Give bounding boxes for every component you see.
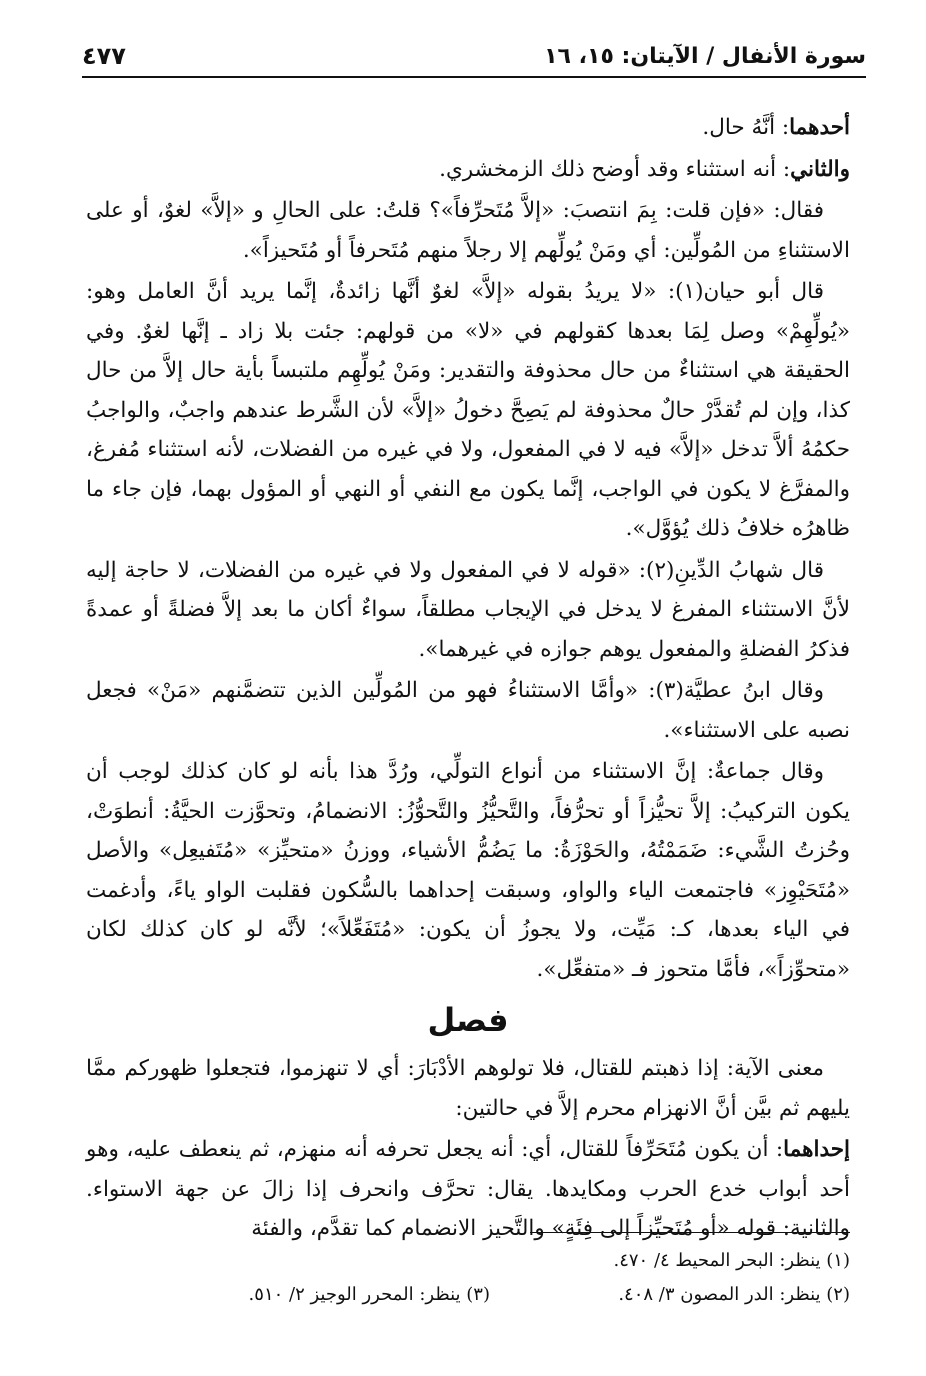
paragraph-lead: والثاني xyxy=(790,156,850,182)
paragraph xyxy=(86,1130,850,1249)
paragraph-text: معنى الآية: إذا ذهبتم للقتال، فلا تولوهم الأدْبَارَ: أي لا تنهزموا، فتجعلوا ظهوركم ممَّا يليهم ثم بيَّن أنَّ الانهزام محرم إلاَّ في حالتين: xyxy=(86,1056,850,1121)
running-header xyxy=(82,36,866,78)
paragraph-text: : أنه استثناء وقد أوضح ذلك الزمخشري. xyxy=(439,156,791,182)
paragraph xyxy=(86,150,850,190)
paragraph-text: : أن يكون مُتَحَرِّفاً للقتال، أي: أنه يجعل تحرفه أنه منهزم، ثم ينعطف عليه، وهو أحد أبواب خدع الحرب ومكايدها. يقال: تحرَّف وانحرف إذا زالَ عن جهة الاستواء. والثانية: قوله «أو مُتَحيِّزاً إلى فِئَةٍ» والتَّحيز الانضمام كما تقدَّم، والفئة xyxy=(86,1137,850,1241)
footnote-1: (١) ينظر: البحر المحيط ٤/ ٤٧٠. xyxy=(613,1250,850,1271)
paragraph-text: قال أبو حيان(١): «لا يريدُ بقوله «إلاَّ» لغوٌ أنَّها زائدةٌ، إنَّما يريد أنَّ العامل وهو: «يُولِّهِمْ» وصل لِمَا بعدها كقولهم في «لا» من قولهم: جئت بلا زاد ـ إنَّها لغوٌ. وفي الحقيقة هي استثناءٌ من حال محذوفة والتقدير: ومَنْ يُولِّهِم ملتبساً بأية حال إلاَّ من حال كذا، وإن لم تُقدَّرْ حالٌ محذوفة لم يَصِحَّ دخولُ «إلاَّ» لأن الشَّرط عندهم واجبٌ، والواجبُ حكمُهُ ألاَّ تدخل «إلاَّ» فيه لا في المفعول، ولا في غيره من الفضلات، لأنه استثناء مُفرغ، والمفرَّغ لا يكون في الواجب، إنَّما يكون مع النفي أو النهي أو المؤول بهما، فإن جاء ما ظاهرُه خلافُ ذلك يُؤوَّل». xyxy=(86,279,850,541)
paragraph xyxy=(86,671,850,750)
paragraph xyxy=(86,1049,850,1128)
footnote-3: (٣) ينظر: المحرر الوجيز ٢/ ٥١٠. xyxy=(248,1284,490,1305)
paragraph-lead: إحداهما xyxy=(783,1137,850,1162)
paragraph xyxy=(86,191,850,270)
paragraph-lead: أحدهما xyxy=(789,115,850,140)
main-text xyxy=(86,108,850,1251)
paragraph-text: وقال جماعةٌ: إنَّ الاستثناء من أنواع التولِّي، ورُدَّ هذا بأنه لو كان كذلك لوجب أن يكون التركيبُ: إلاَّ تحيُّزاً أو تحرُّفاً، والتَّحيُّزُ والتَّحوُّزُ: الانضمامُ، وتحوَّزت الحيَّةُ: أنطوَتْ، وحُزتُ الشَّيء: ضَمَمْتُهُ، والحَوْزَةُ: ما يَضُمُّ الأشياء، ووزنُ «متحيِّز» «مُتَفيعِل» والأصل «مُتَحَيْوِز» فاجتمعت الياء والواو، وسبقت إحداهما بالسُّكون فقلبت الواو ياءً، وأدغمت في الياء بعدها، كـ: مَيِّت، ولا يجوزُ أن يكون: «مُتَفَعِّلاً»؛ لأنَّه لو كان كذلك لكان «متحوِّزاً»، فأمَّا متحوز فـ «متفعِّل». xyxy=(86,759,850,982)
footnote-row xyxy=(86,1244,850,1278)
surah-title: سورة الأنفال / الآيتان: ١٥، ١٦ xyxy=(544,43,866,69)
paragraph-text: قال شهابُ الدِّينِ(٢): «قوله لا في المفعول ولا في غيره من الفضلات، لا حاجة إليه لأنَّ الاستثناء المفرغ لا يدخل في الإيجاب مطلقاً، سواءٌ أكان ما بعد إلاَّ فضلةً أو عمدةً فذكرُ الفضلةِ والمفعول يوهم جوازه في غيرهما». xyxy=(86,557,850,662)
paragraph xyxy=(86,752,850,989)
paragraph xyxy=(86,108,850,148)
footnote-separator xyxy=(530,1232,850,1233)
footnote-row xyxy=(86,1278,850,1312)
footnotes xyxy=(86,1244,850,1312)
paragraph xyxy=(86,272,850,549)
section-heading: فصل xyxy=(427,1001,509,1039)
paragraph-text: فقال: «فإن قلت: بِمَ انتصبَ: «إلاَّ مُتَحرِّفاً»؟ قلتُ: على الحالِ و «إلاَّ» لغوٌ، أو على الاستثناءِ من المُولِّين: أي ومَنْ يُولِّهم إلا رجلاً منهم مُتَحرفاً أو مُتَحيزاً». xyxy=(86,198,850,263)
paragraph-text: وقال ابنُ عطيَّة(٣): «وأمَّا الاستثناءُ فهو من المُولِّين الذين تتضمَّنهم «مَنْ» فجعل نصبه على الاستثناء». xyxy=(86,678,850,743)
paragraph xyxy=(86,551,850,670)
paragraph-text: : أنَّهُ حال. xyxy=(702,115,790,140)
page-number: ٤٧٧ xyxy=(82,42,126,70)
footnote-2: (٢) ينظر: الدر المصون ٣/ ٤٠٨. xyxy=(618,1284,850,1305)
